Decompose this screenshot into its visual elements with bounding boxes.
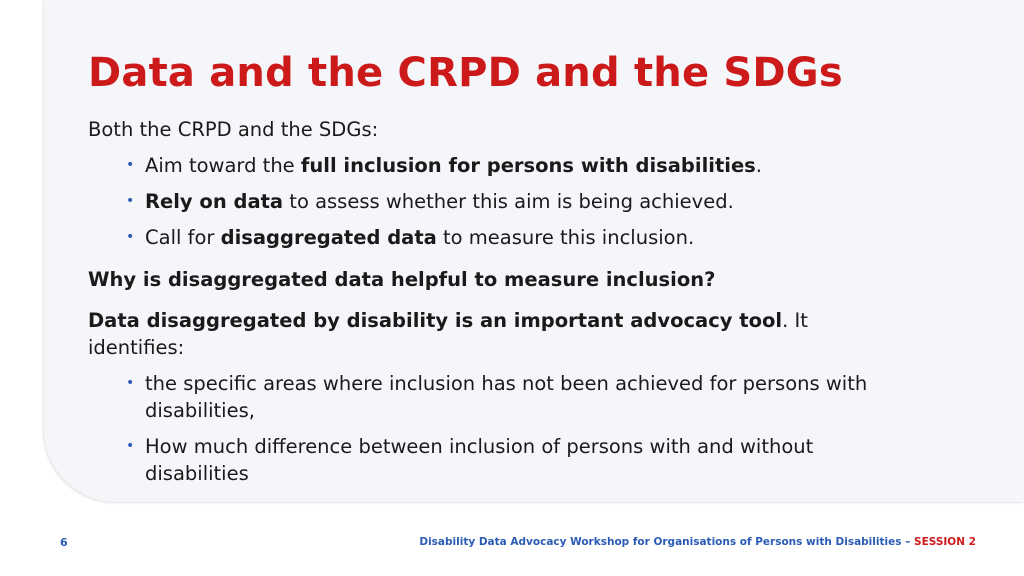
bullet-list-crpd xyxy=(126,152,762,260)
bullet-text: How much difference between inclusion of persons with and without disabilities xyxy=(145,435,814,485)
bullet-text-pre: Call for xyxy=(145,226,221,249)
question-heading: Why is disaggregated data helpful to measure inclusion? xyxy=(88,268,716,291)
footer-caption xyxy=(419,536,976,548)
bullet-text-pre: Aim toward the xyxy=(145,154,301,177)
advocacy-paragraph-bold: Data disaggregated by disability is an important advocacy tool xyxy=(88,309,783,332)
bullet-text-post: . xyxy=(755,154,762,177)
list-item xyxy=(126,188,762,215)
footer-workshop-title: Disability Data Advocacy Workshop for Organisations of Persons with Disabilities – xyxy=(419,536,915,548)
bullet-list-identifies xyxy=(126,370,946,496)
bullet-icon: • xyxy=(126,438,135,454)
bullet-icon: • xyxy=(126,193,135,209)
list-item xyxy=(126,224,762,251)
list-item xyxy=(126,152,762,179)
bullet-text-bold: full inclusion for persons with disabilities xyxy=(300,154,756,177)
bullet-icon: • xyxy=(126,375,135,391)
bullet-icon: • xyxy=(126,229,135,245)
page-number: 6 xyxy=(60,536,68,549)
bullet-text: the specific areas where inclusion has not been achieved for persons with disabilities, xyxy=(145,372,868,422)
slide-title: Data and the CRPD and the SDGs xyxy=(88,50,843,96)
list-item xyxy=(126,370,946,424)
advocacy-paragraph-rest: . It identifies: xyxy=(88,309,808,359)
intro-text: Both the CRPD and the SDGs: xyxy=(88,118,379,141)
bullet-text-bold: disaggregated data xyxy=(220,226,437,249)
bullet-text-post: to measure this inclusion. xyxy=(436,226,695,249)
footer-session-label: SESSION 2 xyxy=(914,536,976,548)
bullet-text-post: to assess whether this aim is being achieved. xyxy=(283,190,734,213)
bullet-icon: • xyxy=(126,157,135,173)
bullet-text-bold: Rely on data xyxy=(145,190,284,213)
advocacy-paragraph xyxy=(88,307,888,361)
list-item xyxy=(126,433,905,487)
